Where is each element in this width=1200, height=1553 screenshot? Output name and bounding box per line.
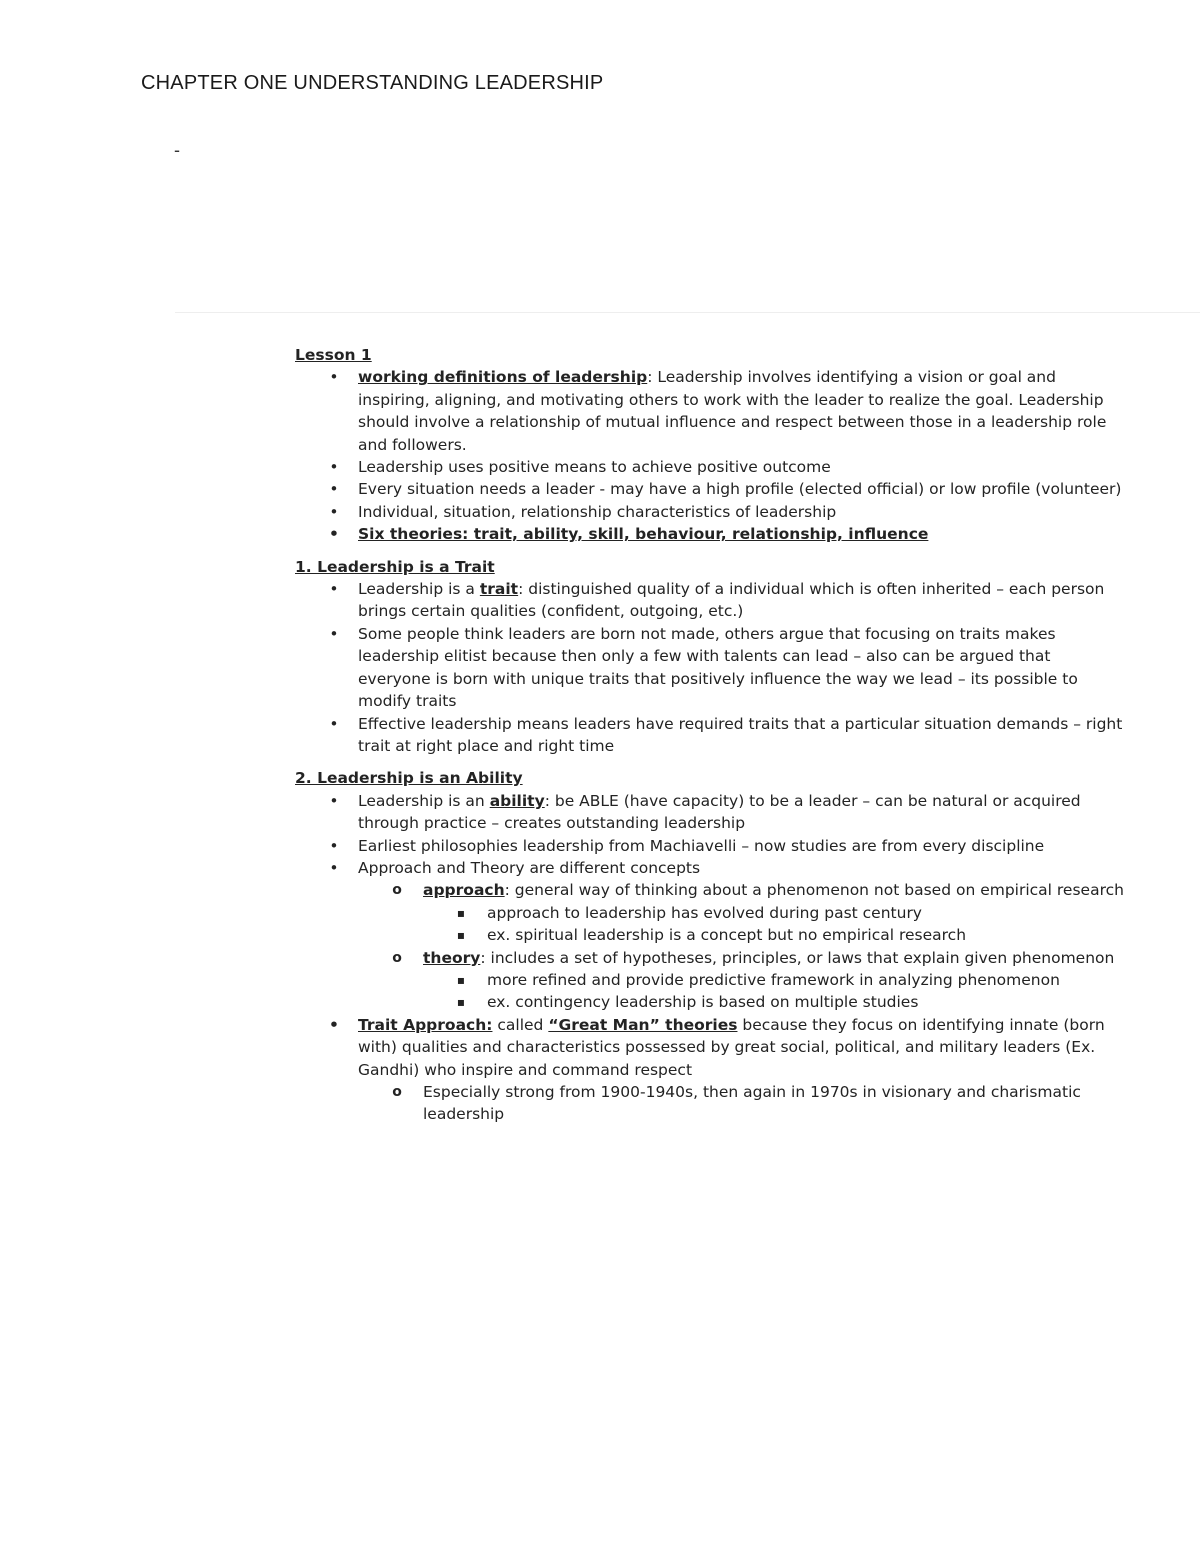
term-ability: ability	[489, 791, 545, 810]
sub-sub-list-item	[423, 924, 1125, 946]
six-theories-text: Six theories: trait, ability, skill, behaviour, relationship, influence	[358, 525, 929, 544]
bullet-icon: •	[329, 836, 339, 855]
list-item	[295, 1014, 1125, 1126]
list-item	[295, 523, 1125, 545]
dash-marker: -	[174, 140, 180, 160]
item-text: Every situation needs a leader - may have a high profile (elected official) or low profile (volunteer)	[358, 480, 1122, 499]
term-approach: approach	[423, 881, 505, 900]
item-text: : general way of thinking about a phenomenon not based on empirical research	[504, 881, 1124, 900]
square-bullet-icon: ▪	[456, 995, 466, 1010]
bullet-icon: •	[329, 525, 339, 544]
term-theory: theory	[423, 948, 481, 967]
bullet-icon: •	[329, 368, 339, 387]
item-text: approach to leadership has evolved during past century	[487, 903, 922, 922]
ability-list	[295, 790, 1125, 1126]
item-prefix: Leadership is an	[358, 791, 490, 810]
bullet-icon: •	[329, 624, 339, 643]
list-item	[295, 366, 1125, 456]
item-text: ex. spiritual leadership is a concept but no empirical research	[487, 926, 967, 945]
list-item	[295, 835, 1125, 857]
circle-bullet-icon: o	[392, 949, 402, 966]
sub-sub-list-item	[423, 991, 1125, 1013]
sub-sub-list-item	[423, 969, 1125, 991]
item-text: Especially strong from 1900-1940s, then again in 1970s in visionary and charismatic leadership	[423, 1083, 1081, 1124]
trait-list	[295, 578, 1125, 757]
term-working-definitions: working definitions of leadership	[358, 368, 648, 387]
list-item	[295, 623, 1125, 713]
square-bullet-icon: ▪	[456, 972, 466, 987]
bullet-icon: •	[329, 791, 339, 810]
sub-list-item	[356, 947, 1125, 1014]
list-item	[295, 501, 1125, 523]
item-text: : distinguished quality of a individual which is often inherited – each person brings certain qualities (confident, outgoing, etc.)	[358, 580, 1105, 621]
approach-sub-list	[423, 902, 1125, 947]
item-prefix: Leadership is a	[358, 580, 480, 599]
bullet-icon: •	[329, 480, 339, 499]
bullet-icon: •	[329, 458, 339, 477]
bullet-icon: •	[329, 858, 339, 877]
item-text: Leadership uses positive means to achieve positive outcome	[358, 458, 831, 477]
term-trait-approach: Trait Approach:	[358, 1015, 493, 1034]
theory-sub-list	[423, 969, 1125, 1014]
list-item	[295, 790, 1125, 835]
lecture-notes	[295, 344, 1125, 1126]
list-item	[295, 857, 1125, 1014]
term-trait: trait	[479, 580, 519, 599]
lesson-heading: Lesson 1	[295, 346, 372, 364]
item-text: : includes a set of hypotheses, principles, or laws that explain given phenomenon	[480, 948, 1115, 967]
list-item	[295, 578, 1125, 623]
item-text: more refined and provide predictive framework in analyzing phenomenon	[487, 970, 1060, 989]
trait-approach-sub-list	[358, 1081, 1125, 1126]
sub-list-item	[356, 1081, 1125, 1126]
item-text: Earliest philosophies leadership from Machiavelli – now studies are from every discipline	[358, 836, 1045, 855]
approach-theory-list	[358, 879, 1125, 1013]
circle-bullet-icon: o	[392, 882, 402, 899]
item-text: : Leadership involves identifying a vision or goal and inspiring, aligning, and motivating others to work with the leader to realize the goal. Leadership should involve a relationship of mutual influence and respect between those in a leadership role and followers.	[358, 368, 1107, 454]
sub-list-item	[356, 879, 1125, 946]
item-text: Effective leadership means leaders have required traits that a particular situation demands – right trait at right place and right time	[358, 714, 1123, 755]
term-great-man: “Great Man” theories	[548, 1015, 738, 1034]
bullet-icon: •	[329, 580, 339, 599]
square-bullet-icon: ▪	[456, 928, 466, 943]
item-text: Approach and Theory are different concepts	[358, 858, 701, 877]
list-item	[295, 713, 1125, 758]
item-text: : be ABLE (have capacity) to be a leader – can be natural or acquired through practice – creates outstanding leadership	[358, 791, 1081, 833]
item-text: Individual, situation, relationship characteristics of leadership	[358, 502, 837, 521]
document-title: CHAPTER ONE UNDERSTANDING LEADERSHIP	[141, 72, 604, 94]
item-text: called	[492, 1015, 549, 1034]
list-item	[295, 456, 1125, 478]
list-item	[295, 478, 1125, 500]
section-heading-trait: 1. Leadership is a Trait	[295, 557, 495, 576]
square-bullet-icon: ▪	[456, 905, 466, 920]
bullet-icon: •	[329, 1015, 339, 1034]
item-text: ex. contingency leadership is based on multiple studies	[487, 993, 919, 1012]
item-text: Some people think leaders are born not made, others argue that focusing on traits makes leadership elitist because then only a few with talents can lead – also can be argued that everyone is born with unique traits that positively influence the way we lead – its possible to modify traits	[358, 624, 1078, 711]
page-divider	[175, 312, 1200, 313]
sub-sub-list-item	[423, 902, 1125, 924]
circle-bullet-icon: o	[392, 1084, 402, 1100]
section-heading-ability: 2. Leadership is an Ability	[295, 769, 523, 788]
lesson-list	[295, 366, 1125, 545]
item-text: because they focus on identifying innate (born with) qualities and characteristics possessed by great social, political, and military leaders (Ex. Gandhi) who inspire and command respect	[358, 1015, 1105, 1079]
bullet-icon: •	[329, 502, 339, 521]
bullet-icon: •	[329, 714, 339, 733]
